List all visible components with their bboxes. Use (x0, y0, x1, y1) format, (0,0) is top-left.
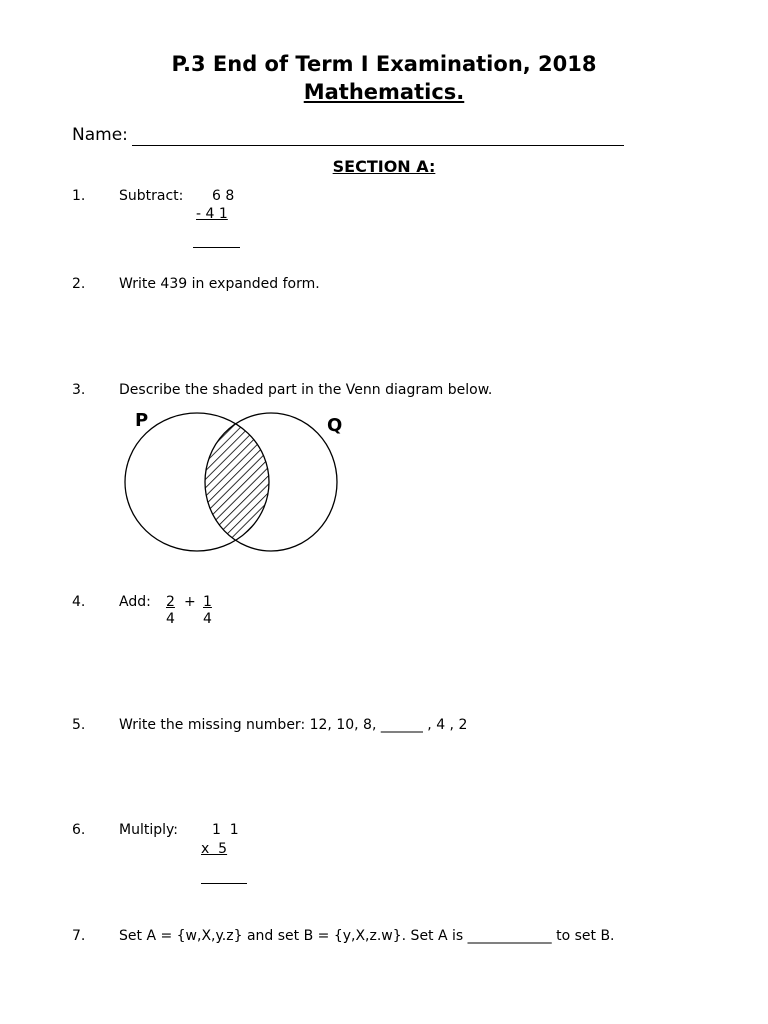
question-2-number: 2. (72, 276, 86, 292)
question-1-number: 1. (72, 188, 86, 204)
question-1-bottom-number: - 4 1 (196, 206, 228, 222)
venn-intersection-shaded (205, 413, 337, 551)
question-7-text: Set A = {w,X,y.z} and set B = {y,X,z.w}. Set A is ____________ to set B. (119, 928, 615, 944)
question-6-bottom-number: x 5 (201, 841, 228, 857)
section-heading: SECTION A: (332, 157, 436, 176)
add-operator: + (184, 594, 196, 610)
question-4-number: 4. (72, 594, 86, 610)
question-7-number: 7. (72, 928, 86, 944)
venn-label-p: P (135, 410, 149, 431)
question-3-text: Describe the shaded part in the Venn diagram below. (119, 382, 493, 398)
question-1-top-number: 6 8 (212, 188, 235, 204)
question-5-text: Write the missing number: 12, 10, 8, ______ , 4 , 2 (119, 717, 468, 733)
question-1-text: Subtract: (119, 188, 184, 204)
question-1-answer-line[interactable] (193, 247, 240, 248)
fraction-b-denominator: 4 (203, 611, 212, 627)
venn-diagram (118, 405, 348, 560)
venn-label-q: Q (327, 415, 343, 436)
fraction-a-denominator: 4 (166, 611, 175, 627)
question-6-text: Multiply: (119, 822, 178, 838)
fraction-b-numerator: 1 (203, 594, 212, 610)
question-6-answer-line[interactable] (201, 883, 247, 884)
subject-title (0, 80, 768, 104)
question-4-text: Add: (119, 594, 151, 610)
exam-title: P.3 End of Term I Examination, 2018 (171, 52, 597, 76)
name-answer-line[interactable] (132, 145, 624, 146)
fraction-a-numerator: 2 (166, 594, 175, 610)
question-2-text: Write 439 in expanded form. (119, 276, 320, 292)
question-6-top-number: 1 1 (212, 822, 239, 838)
question-3-number: 3. (72, 382, 86, 398)
subject-text: Mathematics. (303, 80, 465, 104)
question-6-number: 6. (72, 822, 86, 838)
question-5-number: 5. (72, 717, 86, 733)
name-label: Name: (72, 125, 128, 145)
